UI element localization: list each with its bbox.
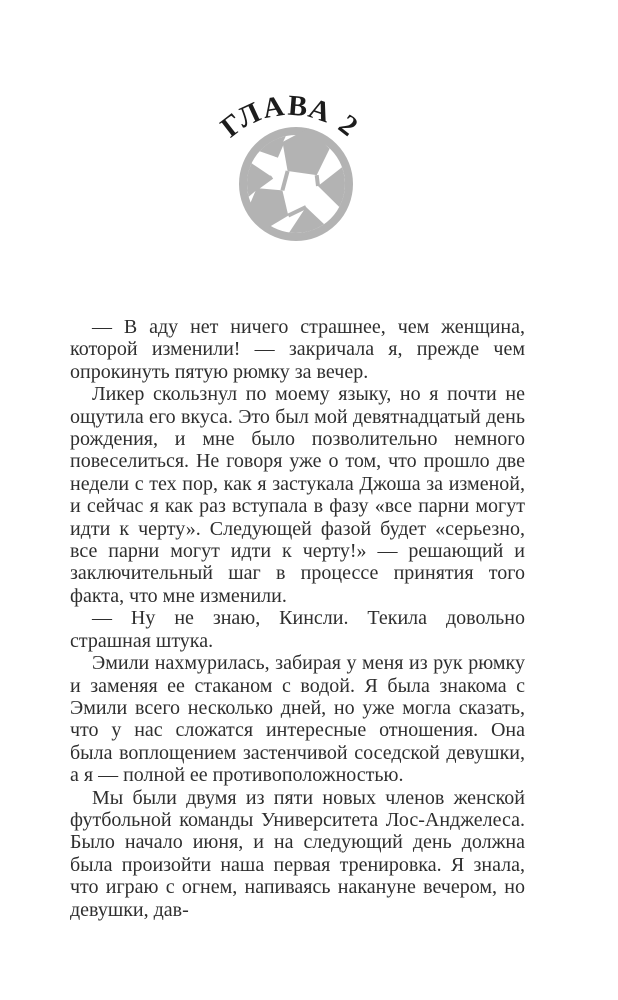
chapter-body bbox=[70, 316, 525, 921]
paragraph: — В аду нет ничего страшнее, чем женщина, которой изменили! — закричала я, прежде чем опрокинуть пятую рюмку за вечер. bbox=[70, 316, 525, 383]
soccer-ball-icon bbox=[243, 128, 349, 237]
chapter-title: ГЛАВА 2 bbox=[214, 89, 366, 144]
paragraph: — Ну не знаю, Кинсли. Текила довольно страшная штука. bbox=[70, 607, 525, 652]
chapter-header bbox=[176, 39, 416, 249]
paragraph: Ликер скользнул по моему языку, но я почти не ощутила его вкуса. Это был мой девятнадцатый день рождения, и мне было позволительно немного повеселиться. Не говоря уже о том, что прошло две недели с тех пор, как я застукала Джоша за изменой, и сейчас я как раз вступала в фазу «все парни могут идти к черту». Следующей фазой будет «серьезно, все парни могут идти к черту!» — решающий и заключительный шаг в процессе принятия того факта, что мне изменили. bbox=[70, 383, 525, 607]
paragraph: Мы были двумя из пяти новых членов женской футбольной команды Университета Лос-Анджелеса. Было начало июня, и на следующий день должна была произойти наша первая тренировка. Я знала, что играю с огнем, напиваясь накануне вечером, но девушки, дав- bbox=[70, 786, 525, 921]
paragraph: Эмили нахмурилась, забирая у меня из рук рюмку и заменяя ее стаканом с водой. Я была знакома с Эмили всего несколько дней, но уже могла сказать, что у нас сложатся интересные отношения. Она была воплощением застенчивой соседской девушки, а я — полной ее противоположностью. bbox=[70, 652, 525, 787]
